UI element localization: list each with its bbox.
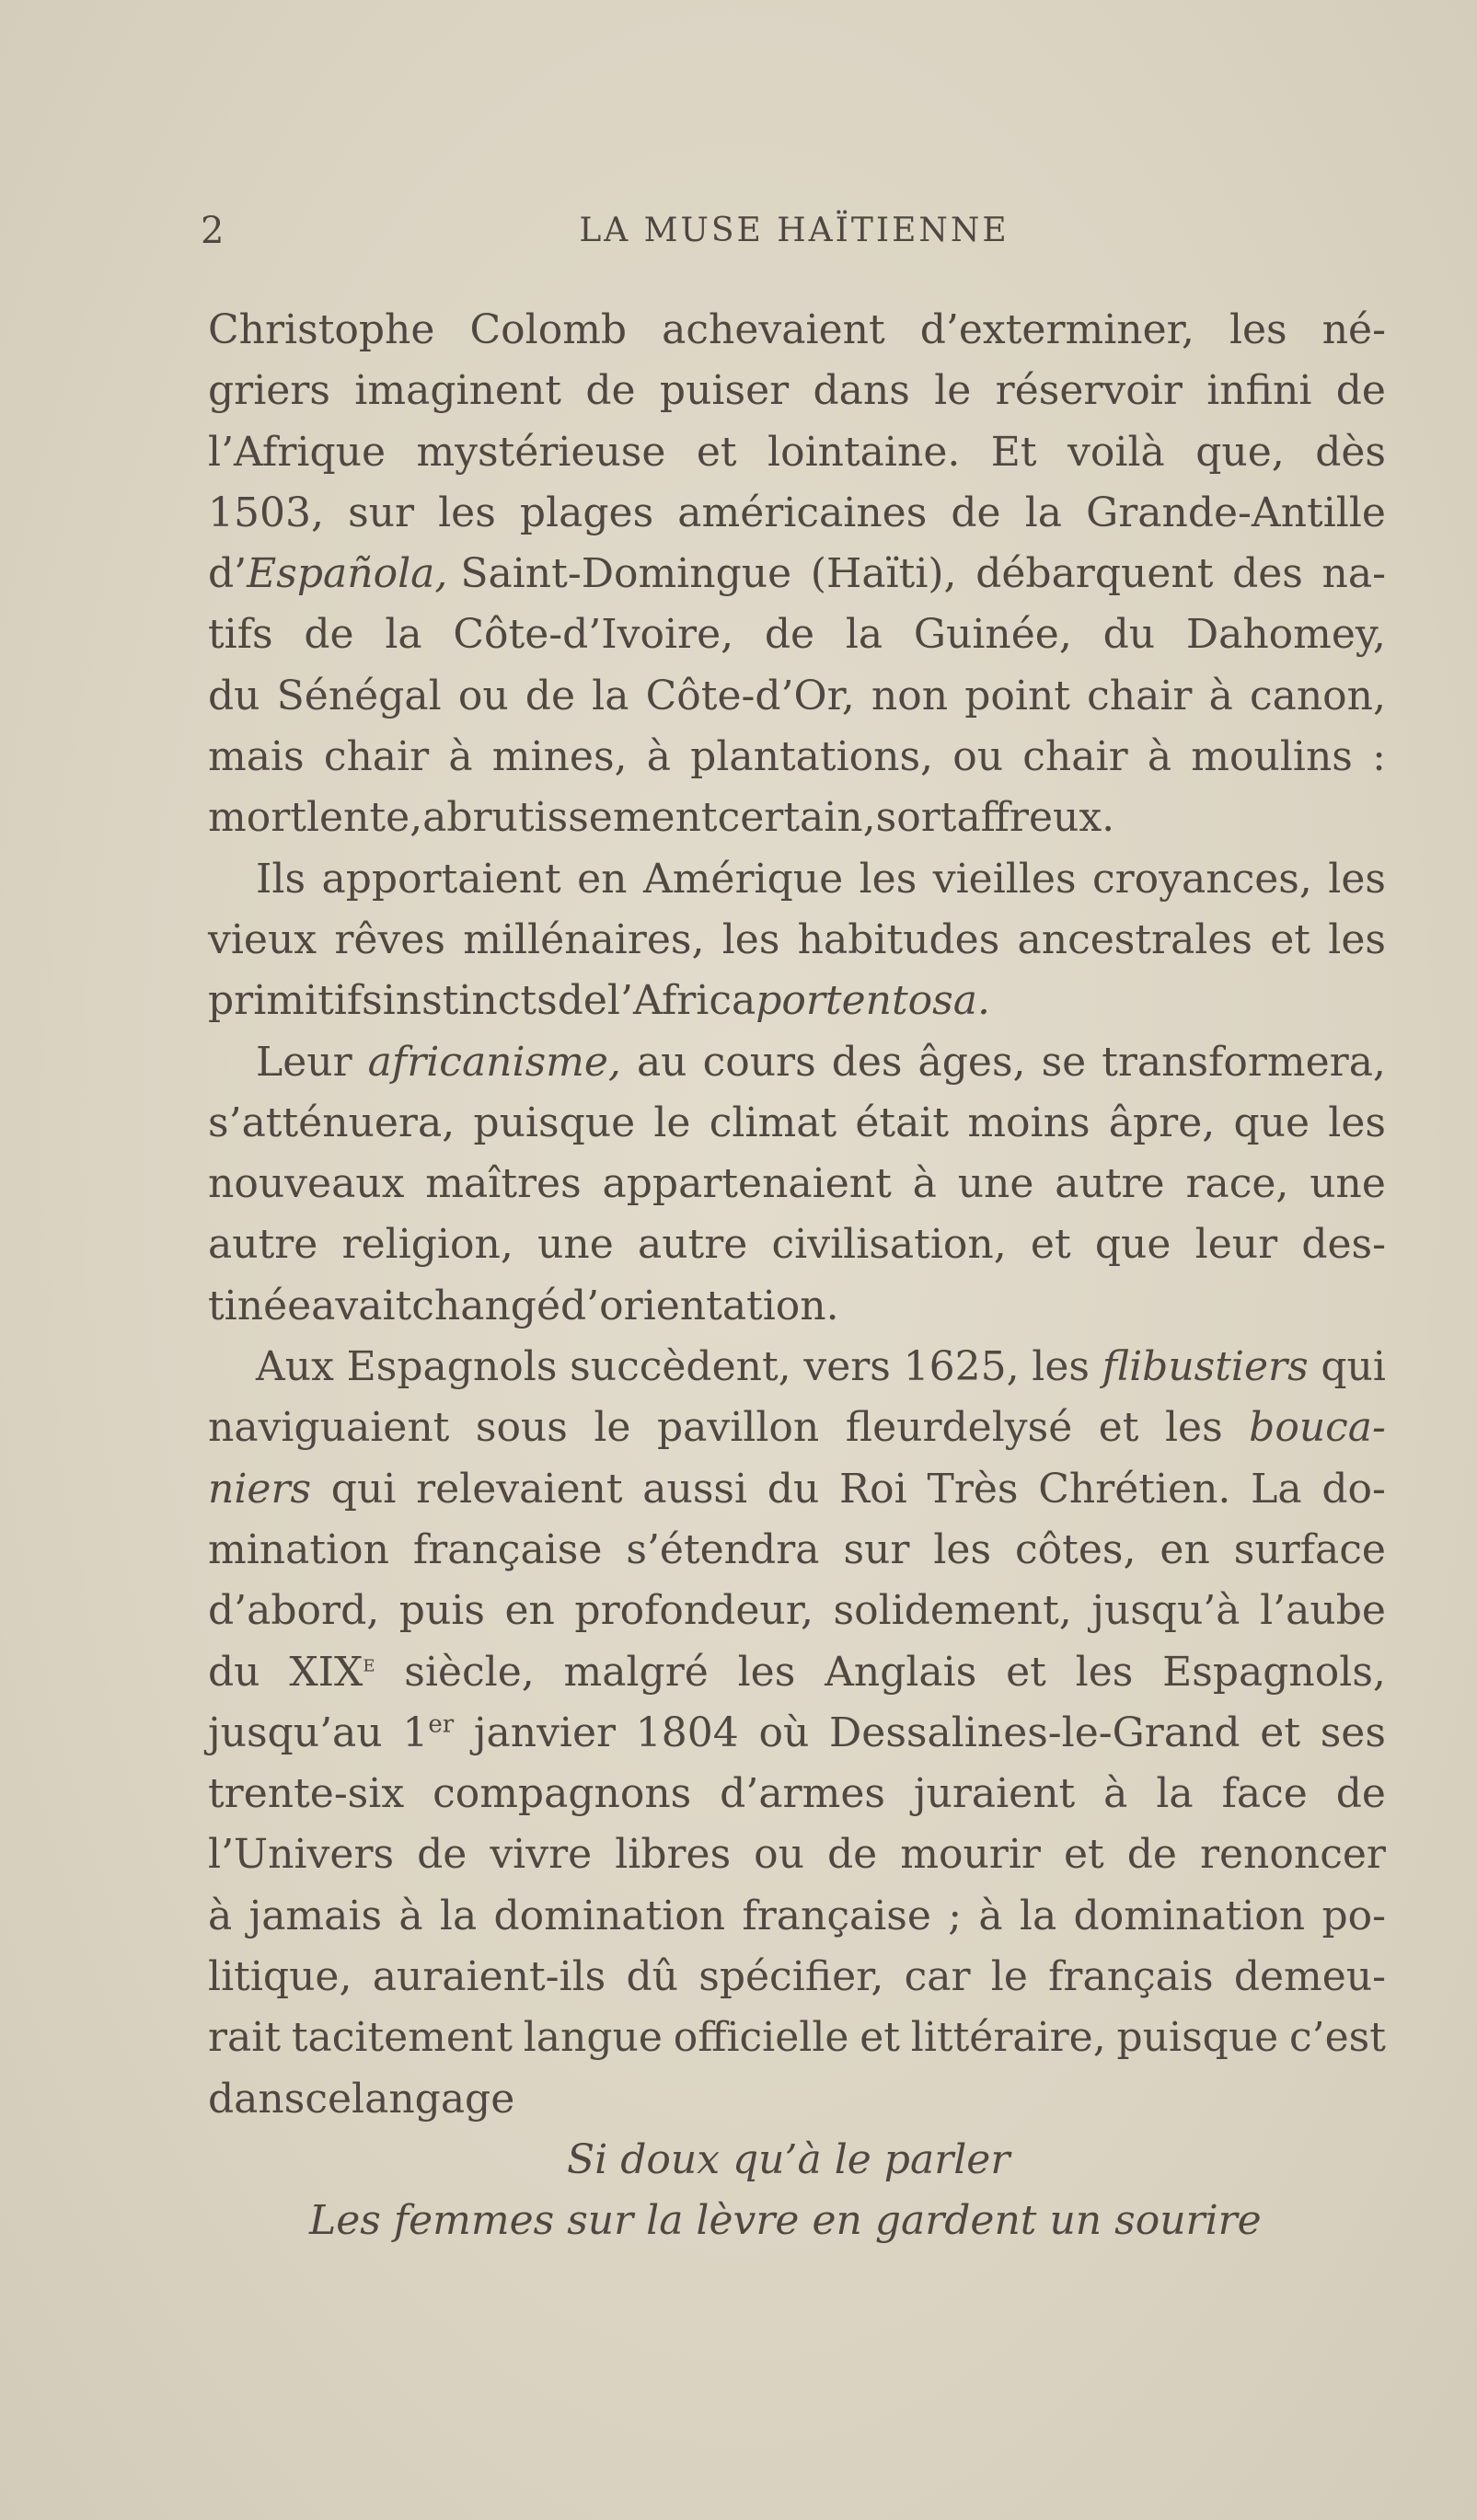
word: domination: [493, 1892, 726, 1939]
word: Anglais: [825, 1648, 977, 1696]
word: surface: [1233, 1525, 1386, 1573]
page-number: 2: [201, 210, 225, 252]
word: et: [1098, 1404, 1139, 1452]
word: d’abord,: [208, 1587, 380, 1635]
word: renoncer: [1199, 1831, 1386, 1879]
word: compagnons: [433, 1770, 692, 1818]
word: imaginent: [354, 367, 561, 415]
word: litique,: [208, 1953, 352, 2001]
word: les: [1164, 1404, 1223, 1452]
word: Sénégal: [276, 672, 442, 719]
word: du: [208, 1648, 260, 1696]
word: autre: [1055, 1160, 1165, 1208]
word: où: [758, 1709, 810, 1756]
word: une: [537, 1221, 614, 1269]
word: américaines: [677, 489, 928, 536]
text-line: [208, 2008, 1386, 2068]
word: à: [448, 733, 473, 781]
word: qui: [330, 1465, 397, 1513]
word: de: [1126, 1831, 1177, 1879]
word: puisque: [473, 1099, 636, 1146]
word: à: [978, 1892, 1003, 1939]
word: sur: [348, 489, 415, 536]
word: trente-six: [208, 1770, 405, 1818]
word: la: [385, 611, 422, 659]
word: la: [439, 1892, 478, 1939]
word: des: [1232, 550, 1303, 598]
word: puisque: [1116, 2014, 1279, 2062]
word: et: [1030, 1221, 1071, 1269]
text-line: [208, 1154, 1386, 1214]
word: aussi: [642, 1465, 748, 1513]
word: pavillon: [656, 1404, 820, 1452]
text-line: [208, 1947, 1386, 2008]
word: de: [1335, 1770, 1386, 1818]
word: française: [742, 1892, 931, 1939]
text-line: [208, 971, 1386, 1031]
word: Leur: [256, 1038, 352, 1086]
word: naviguaient: [208, 1404, 450, 1452]
word: était: [855, 1099, 950, 1146]
word: mourir: [900, 1831, 1041, 1879]
text-line: [208, 1581, 1386, 1641]
word: achevaient: [662, 306, 885, 353]
word: mais: [208, 733, 305, 781]
word: une: [957, 1160, 1034, 1208]
word: chair: [1022, 733, 1128, 781]
word: 1er: [402, 1709, 455, 1756]
word: Christophe: [208, 306, 435, 353]
running-title: LA MUSE HAÏTIENNE: [579, 212, 1010, 249]
word: les: [1328, 1099, 1386, 1146]
line-text: primitifsinstinctsdel’Africaportentosa.: [208, 977, 990, 1025]
word: moins: [967, 1099, 1090, 1146]
word: jamais: [248, 1892, 383, 1939]
word: la: [1019, 1892, 1057, 1939]
word: et: [860, 2014, 900, 2062]
word: de: [827, 1831, 878, 1879]
word: africanisme,: [367, 1038, 621, 1086]
word: XIXe: [289, 1648, 375, 1696]
word: chair: [1087, 672, 1193, 719]
word: les: [721, 915, 780, 963]
word: Roi: [839, 1465, 907, 1513]
word: le: [934, 367, 972, 415]
text-line: [208, 544, 1386, 604]
word: croyances,: [1092, 855, 1312, 903]
line-text: danscelangage: [208, 2075, 515, 2123]
word: Grande-Antille: [1086, 489, 1386, 536]
word: les: [1328, 915, 1386, 963]
word: face: [1221, 1770, 1308, 1818]
word: Colomb: [469, 306, 628, 353]
verse-line: Si doux qu’à le parler: [567, 2135, 1010, 2183]
text-line: [208, 483, 1386, 544]
word: débarquent: [975, 550, 1214, 598]
word: de: [525, 672, 576, 719]
word: po-: [1321, 1892, 1386, 1939]
word: les: [438, 489, 496, 536]
word: puiser: [659, 367, 790, 415]
word: le: [594, 1404, 631, 1452]
word: l’aube: [1260, 1587, 1386, 1635]
word: à: [646, 733, 671, 781]
word: ancestrales: [1017, 915, 1253, 963]
text-line: [208, 422, 1386, 483]
word: jusqu’au: [208, 1709, 383, 1756]
word: à: [1147, 733, 1172, 781]
word: La: [1251, 1465, 1302, 1513]
word: des-: [1301, 1221, 1386, 1269]
word: Espagnols: [346, 1343, 558, 1391]
word: ou: [952, 733, 1004, 781]
word: vieilles: [932, 855, 1077, 903]
page-header: [201, 210, 1388, 265]
word: à: [1103, 1770, 1128, 1818]
word: tifs: [208, 611, 273, 659]
word: que: [1094, 1221, 1171, 1269]
word: que: [1233, 1099, 1310, 1146]
word: (Haïti),: [810, 550, 957, 598]
word: demeu-: [1233, 1953, 1386, 2001]
text-line: [208, 849, 1386, 910]
word: le: [990, 1953, 1028, 2001]
word: en: [1160, 1525, 1210, 1573]
word: spécifier,: [698, 1953, 884, 2001]
word: réservoir: [995, 367, 1183, 415]
word: point: [964, 672, 1070, 719]
word: auraient-ils: [372, 1953, 606, 2001]
word: s’atténuera,: [208, 1099, 456, 1146]
word: profondeur,: [574, 1587, 814, 1635]
word: solidement,: [833, 1587, 1072, 1635]
word: de: [764, 611, 815, 659]
verse-line: Les femmes sur la lèvre en gardent un sourire: [309, 2196, 1262, 2244]
word: au: [636, 1038, 687, 1086]
word: ;: [948, 1892, 963, 1939]
word: à: [208, 1892, 233, 1939]
word: autre: [208, 1221, 318, 1269]
word: les: [1032, 1343, 1090, 1391]
word: juraient: [913, 1770, 1076, 1818]
text-line: [208, 604, 1386, 665]
word: Guinée,: [913, 611, 1072, 659]
word: les: [1229, 306, 1287, 353]
text-line: [208, 910, 1386, 971]
word: dans: [813, 367, 910, 415]
word: dû: [626, 1953, 679, 2001]
word: s’étendra: [626, 1525, 820, 1573]
word: de: [1335, 367, 1386, 415]
word: religion,: [341, 1221, 513, 1269]
text-line: [208, 1214, 1386, 1275]
word: canon,: [1249, 672, 1386, 719]
word: vivre: [490, 1831, 593, 1879]
word: maîtres: [425, 1160, 582, 1208]
body-text: [208, 300, 1386, 2251]
word: lointaine.: [767, 428, 961, 476]
word: domination: [1073, 1892, 1306, 1939]
word: janvier: [473, 1709, 617, 1756]
word: do-: [1321, 1465, 1386, 1513]
word: les: [1328, 855, 1386, 903]
word: Aux: [256, 1343, 334, 1391]
word: vers: [803, 1343, 891, 1391]
word: d’exterminer,: [919, 306, 1194, 353]
word: de: [585, 367, 636, 415]
word: autre: [637, 1221, 748, 1269]
line-text: mortlente,abrutissementcertain,sortaffreux.: [208, 794, 1115, 842]
word: d’Española, Saint-Domingue: [208, 550, 792, 598]
word: les: [737, 1648, 796, 1696]
word: jusqu’à: [1091, 1587, 1240, 1635]
word: libres: [615, 1831, 732, 1879]
word: la: [845, 611, 883, 659]
word: littéraire,: [910, 2014, 1106, 2062]
word: et: [696, 428, 737, 476]
word: une: [1310, 1160, 1386, 1208]
word: na-: [1321, 550, 1386, 598]
word: mination: [208, 1525, 389, 1573]
word: civilisation,: [771, 1221, 1007, 1269]
word: nouveaux: [208, 1160, 405, 1208]
word: bouca-: [1249, 1404, 1386, 1452]
word: Côte-d’Or,: [645, 672, 855, 719]
word: non: [871, 672, 949, 719]
word: tacitement: [291, 2014, 513, 2062]
word: les: [859, 855, 917, 903]
word: officielle: [673, 2014, 849, 2062]
word: rait: [208, 2014, 282, 2062]
word: du: [767, 1465, 820, 1513]
word: âges,: [917, 1038, 1026, 1086]
word: en: [504, 1587, 555, 1635]
word: que,: [1195, 428, 1285, 476]
text-line: [208, 300, 1386, 361]
word: né-: [1321, 306, 1386, 353]
word: âpre,: [1108, 1099, 1216, 1146]
word: les: [933, 1525, 992, 1573]
text-line: [208, 1337, 1386, 1398]
word: Chrétien.: [1038, 1465, 1231, 1513]
word: sur: [843, 1525, 910, 1573]
word: cours: [702, 1038, 816, 1086]
word: sous: [475, 1404, 568, 1452]
word: et: [1270, 915, 1310, 963]
word: la: [592, 672, 629, 719]
word: d’armes: [720, 1770, 885, 1818]
word: 1625,: [903, 1343, 1020, 1391]
text-line: [208, 666, 1386, 727]
word: la: [1024, 489, 1062, 536]
word: voilà: [1067, 428, 1165, 476]
text-line: [208, 1398, 1386, 1458]
word: qui: [1321, 1343, 1386, 1391]
word: plantations,: [690, 733, 934, 781]
text-line: [208, 1886, 1386, 1947]
line-text: tinéeavaitchangéd’orientation.: [208, 1282, 839, 1329]
word: ses: [1320, 1709, 1386, 1756]
word: la: [1156, 1770, 1194, 1818]
word: à: [1208, 672, 1233, 719]
text-line: [208, 1764, 1386, 1824]
word: mines,: [491, 733, 628, 781]
word: du: [1102, 611, 1156, 659]
word: transformera,: [1102, 1038, 1386, 1086]
word: appartenaient: [602, 1160, 892, 1208]
word: l’Univers: [208, 1831, 395, 1879]
word: Espagnols,: [1162, 1648, 1386, 1696]
word: Ils: [256, 855, 306, 903]
word: relevaient: [416, 1465, 623, 1513]
word: en: [577, 855, 628, 903]
word: langue: [523, 2014, 663, 2062]
text-line: [208, 727, 1386, 788]
word: rêves: [334, 915, 445, 963]
word: succèdent,: [570, 1343, 791, 1391]
word: de: [417, 1831, 467, 1879]
word: apportaient: [321, 855, 561, 903]
word: griers: [208, 367, 330, 415]
word: car: [904, 1953, 971, 2001]
word: Très: [927, 1465, 1019, 1513]
word: des: [831, 1038, 903, 1086]
word: siècle,: [404, 1648, 535, 1696]
text-line: [208, 1703, 1386, 1764]
word: côtes,: [1015, 1525, 1137, 1573]
word: vieux: [208, 915, 317, 963]
word: de: [304, 611, 354, 659]
text-line: [208, 788, 1386, 848]
word: Et: [990, 428, 1037, 476]
word: les: [1075, 1648, 1134, 1696]
word: fleurdelysé: [845, 1404, 1073, 1452]
word: français: [1048, 1953, 1214, 2001]
word: climat: [709, 1099, 837, 1146]
word: infini: [1206, 367, 1312, 415]
word: Dessalines-le-Grand: [829, 1709, 1240, 1756]
word: flibustiers: [1102, 1343, 1309, 1391]
text-line: [208, 2069, 1386, 2130]
word: mystérieuse: [416, 428, 666, 476]
word: leur: [1194, 1221, 1278, 1269]
text-line: [208, 1642, 1386, 1703]
word: race,: [1185, 1160, 1289, 1208]
text-line: [208, 361, 1386, 421]
word: Amérique: [642, 855, 844, 903]
word: et: [1063, 1831, 1104, 1879]
word: de: [951, 489, 1001, 536]
word: à: [912, 1160, 937, 1208]
word: Dahomey,: [1185, 611, 1386, 659]
word: niers: [208, 1465, 312, 1513]
word: millénaires,: [463, 915, 705, 963]
word: du: [208, 672, 260, 719]
word: chair: [323, 733, 430, 781]
word: dès: [1315, 428, 1386, 476]
word: 1804: [635, 1709, 739, 1756]
text-line: [208, 1093, 1386, 1154]
text-line: [208, 1824, 1386, 1885]
word: ou: [754, 1831, 804, 1879]
word: plages: [519, 489, 654, 536]
word: 1503,: [208, 489, 324, 536]
word: habitudes: [797, 915, 1000, 963]
word: française: [412, 1525, 603, 1573]
text-line: [208, 1032, 1386, 1093]
text-line: [208, 1520, 1386, 1581]
word: c’est: [1288, 2014, 1386, 2062]
word: puis: [398, 1587, 485, 1635]
word: moulins: [1191, 733, 1353, 781]
word: malgré: [563, 1648, 709, 1696]
text-line: [208, 1276, 1386, 1337]
word: et: [1260, 1709, 1301, 1756]
word: Côte-d’Ivoire,: [453, 611, 734, 659]
word: et: [1006, 1648, 1046, 1696]
word: à: [398, 1892, 423, 1939]
word: se: [1041, 1038, 1087, 1086]
text-line: [208, 1459, 1386, 1520]
word: le: [653, 1099, 691, 1146]
word: l’Afrique: [208, 428, 386, 476]
word: :: [1372, 733, 1386, 781]
word: ou: [457, 672, 509, 719]
